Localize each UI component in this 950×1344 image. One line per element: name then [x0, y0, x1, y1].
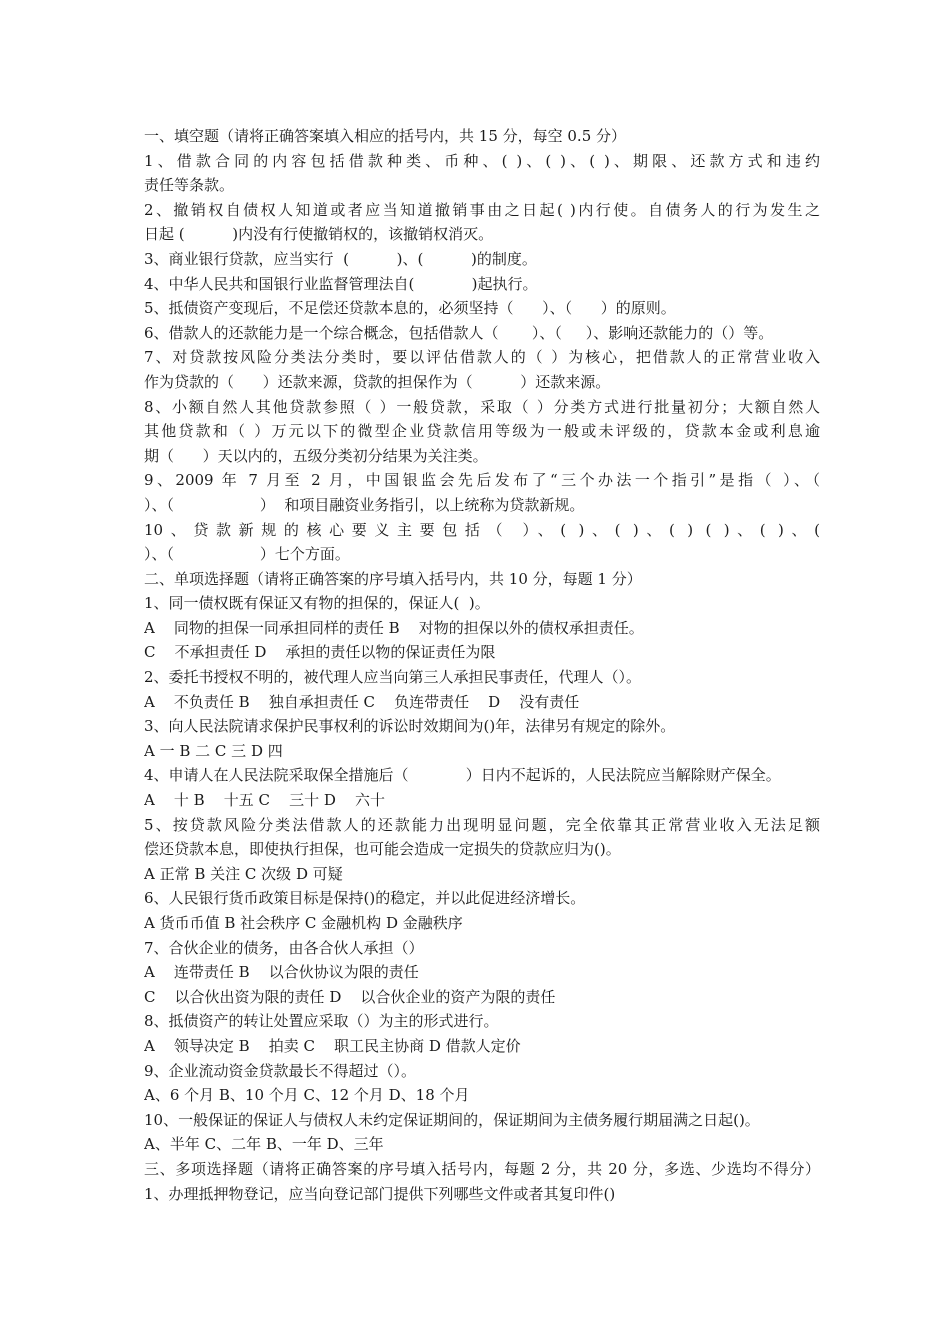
text-line: 7、对贷款按风险分类法分类时，要以评估借款人的（ ）为核心，把借款人的正常营业收入 — [144, 348, 820, 367]
text-line: A 一 B 二 C 三 D 四 — [144, 741, 283, 760]
text-line: 一、填空题（请将正确答案填入相应的括号内，共 15 分，每空 0.5 分） — [144, 127, 627, 145]
text-line: 10、贷款新规的核心要义主要包括（ ）、( )、( )、( ) ( )、( )、( — [144, 520, 820, 539]
text-line: 三、多项选择题（请将正确答案的序号填入括号内，每题 2 分，共 20 分，多选、少选均不得分） — [144, 1159, 820, 1178]
text-line: 1、同一债权既有保证又有物的担保的，保证人( )。 — [144, 594, 490, 613]
text-line: 9、企业流动资金贷款最长不得超过（）。 — [144, 1061, 417, 1080]
document-page — [144, 124, 820, 1206]
text-line: C 不承担责任 D 承担的责任以物的保证责任为限 — [144, 643, 496, 662]
text-line: A 正常 B 关注 C 次级 D 可疑 — [144, 864, 343, 883]
text-line: 6、借款人的还款能力是一个综合概念，包括借款人（ ）、（ ）、影响还款能力的（）等。 — [144, 323, 774, 342]
text-line: 6、人民银行货币政策目标是保持()的稳定，并以此促进经济增长。 — [144, 889, 586, 908]
text-line: A 货币币值 B 社会秩序 C 金融机构 D 金融秩序 — [144, 914, 463, 932]
text-line: C 以合伙出资为限的责任 D 以合伙企业的资产为限的责任 — [144, 987, 556, 1006]
text-line: 10、一般保证的保证人与债权人未约定保证期间的，保证期间为主债务履行期届满之日起()。 — [144, 1110, 760, 1129]
text-line: 偿还贷款本息，即使执行担保，也可能会造成一定损失的贷款应归为()。 — [144, 840, 621, 859]
text-line: 日起 ( )内没有行使撤销权的，该撤销权消灭。 — [144, 225, 494, 244]
text-line: ）、（ ）七个方面。 — [144, 545, 350, 564]
text-line: 7、合伙企业的债务，由各合伙人承担（） — [144, 938, 424, 957]
text-line: 2、撤销权自债权人知道或者应当知道撤销事由之日起( )内行使。自债务人的行为发生之 — [144, 200, 820, 219]
text-line: 其他贷款和（ ）万元以下的微型企业贷款信用等级为一般或未评级的，贷款本金或利息逾 — [144, 422, 820, 441]
text-line: A 领导决定 B 拍卖 C 职工民主协商 D 借款人定价 — [144, 1036, 521, 1055]
text-line: 5、抵债资产变现后，不足偿还贷款本息的，必须坚持（ ）、（ ）的原则。 — [144, 299, 676, 318]
text-line: A、6 个月 B、10 个月 C、12 个月 D、18 个月 — [144, 1086, 470, 1105]
text-line: 8、抵债资产的转让处置应采取（）为主的形式进行。 — [144, 1012, 499, 1031]
text-line: ）、（ ） 和项目融资业务指引，以上统称为贷款新规。 — [144, 495, 585, 514]
text-line: A 不负责任 B 独自承担责任 C 负连带责任 D 没有责任 — [144, 692, 580, 711]
text-line: 责任等条款。 — [144, 176, 235, 195]
text-line: A 同物的担保一同承担同样的责任 B 对物的担保以外的债权承担责任。 — [144, 618, 644, 637]
text-line: 二、单项选择题（请将正确答案的序号填入括号内，共 10 分，每题 1 分） — [144, 569, 642, 588]
text-line: 4、申请人在人民法院采取保全措施后（ ）日内不起诉的，人民法院应当解除财产保全。 — [144, 766, 781, 785]
text-line: 1、办理抵押物登记，应当向登记部门提供下列哪些文件或者其复印件() — [144, 1184, 616, 1203]
text-line: 3、向人民法院请求保护民事权利的诉讼时效期间为()年，法律另有规定的除外。 — [144, 717, 676, 736]
text-line: 期（ ）天以内的，五级分类初分结果为关注类。 — [144, 446, 488, 465]
text-line: A、半年 C、二年 B、一年 D、三年 — [144, 1135, 384, 1154]
text-line: 3、商业银行贷款，应当实行 ( )、( )的制度。 — [144, 249, 537, 268]
text-line: 5、按贷款风险分类法借款人的还款能力出现明显问题，完全依靠其正常营业收入无法足额 — [144, 815, 820, 834]
text-line: 2、委托书授权不明的，被代理人应当向第三人承担民事责任，代理人（）。 — [144, 668, 642, 687]
text-line: 作为贷款的（ ）还款来源，贷款的担保作为（ ）还款来源。 — [144, 372, 611, 391]
text-line: 1、借款合同的内容包括借款种类、币种、( )、( )、( )、期限、还款方式和违约 — [144, 151, 820, 170]
text-line: 9、2009 年 7 月至 2 月，中国银监会先后发布了“三个办法一个指引”是指（ ）、（ — [144, 471, 820, 490]
text-line: A 连带责任 B 以合伙协议为限的责任 — [144, 963, 419, 982]
text-line: 8、小额自然人其他贷款参照（ ）一般贷款，采取（ ）分类方式进行批量初分；大额自然人 — [144, 397, 820, 416]
text-line: A 十 B 十五 C 三十 D 六十 — [144, 791, 385, 810]
text-line: 4、中华人民共和国银行业监督管理法自( )起执行。 — [144, 274, 538, 293]
